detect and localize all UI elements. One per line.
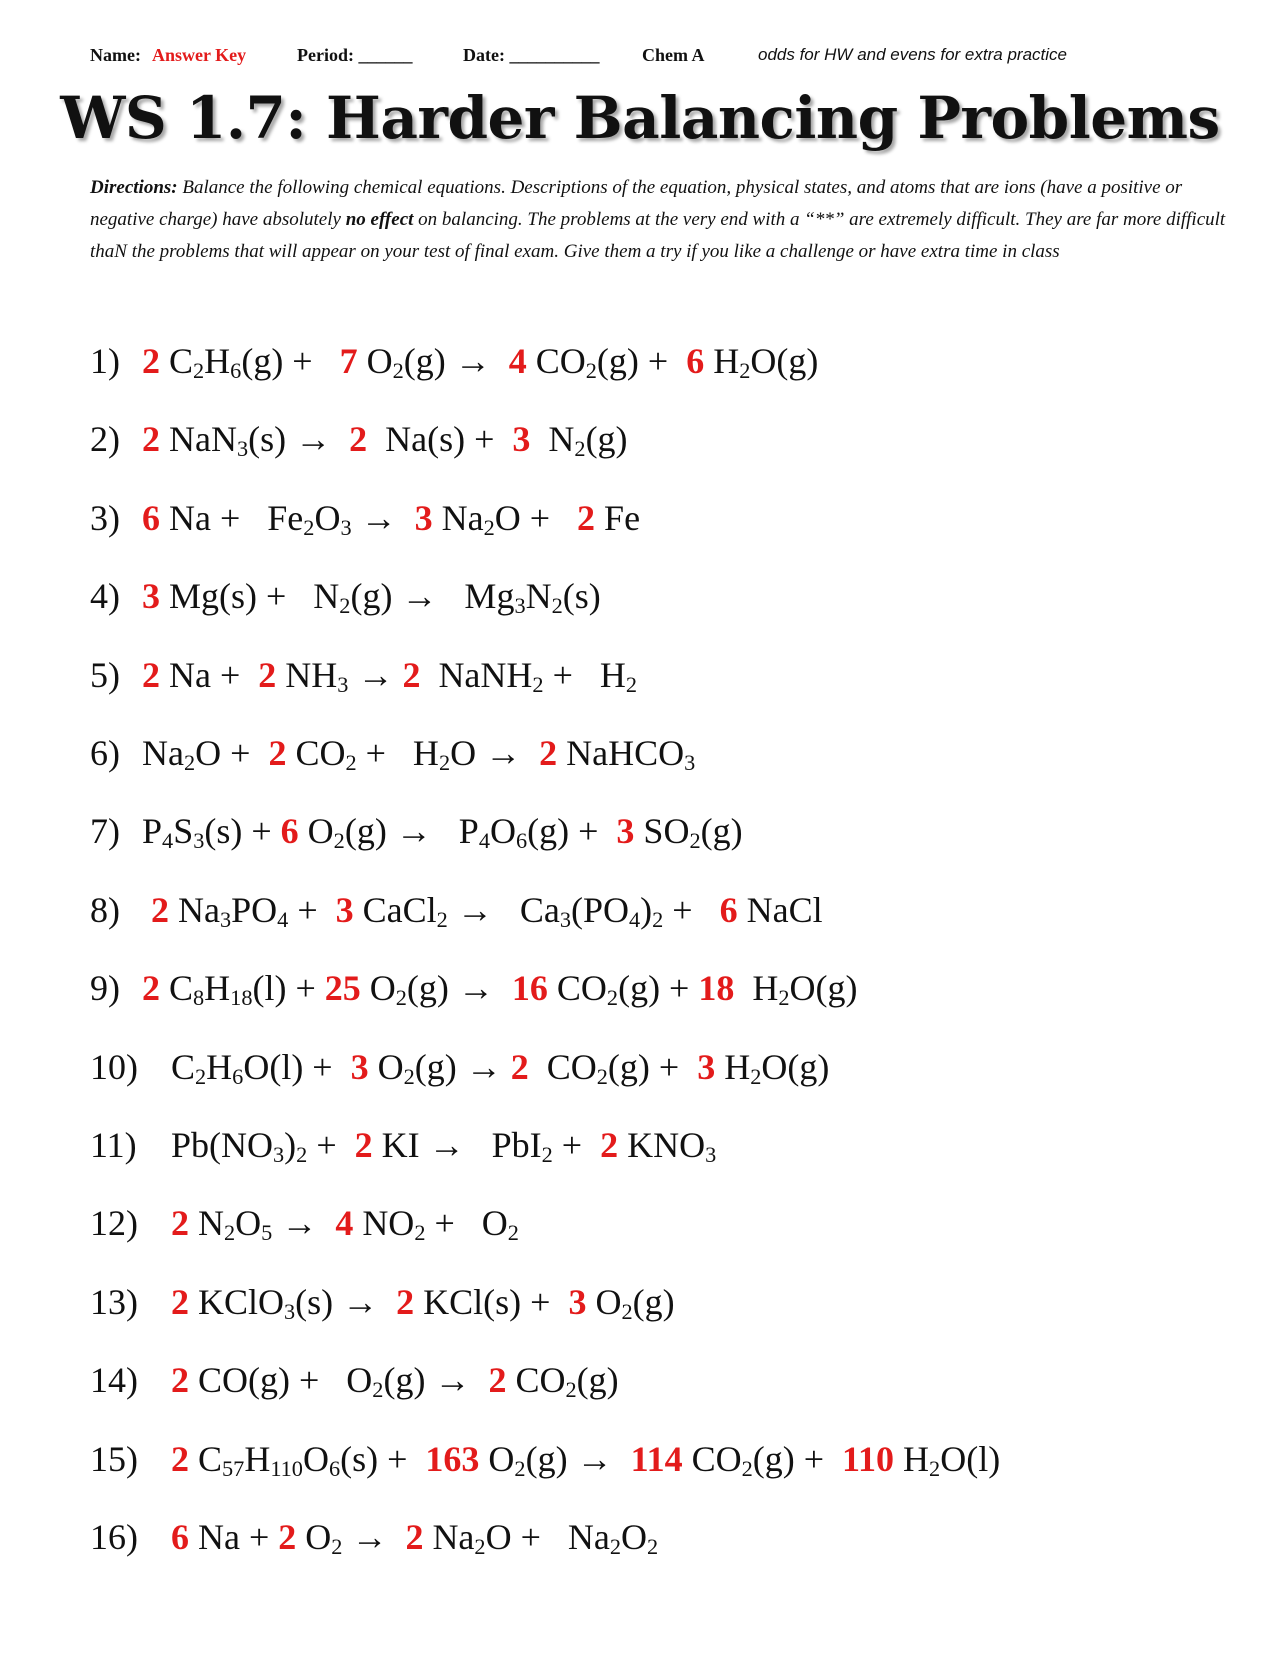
problem-number: 4) xyxy=(90,576,120,616)
subscript: 2 xyxy=(689,827,701,853)
subscript: 2 xyxy=(195,1063,207,1089)
formula-text: O xyxy=(489,811,516,851)
formula-text: H xyxy=(704,341,740,381)
problem-number: 1) xyxy=(90,341,120,381)
problem-2 xyxy=(90,414,628,464)
subscript: 3 xyxy=(219,906,232,932)
formula-text: (g) → xyxy=(414,1047,511,1087)
subscript: 2 xyxy=(621,1298,633,1324)
balanced-equation xyxy=(142,806,743,856)
subscript: 2 xyxy=(778,984,790,1010)
subscript: 2 xyxy=(507,1219,519,1245)
subscript: 2 xyxy=(438,749,451,775)
formula-text: ) xyxy=(640,890,653,930)
coefficient: 2 xyxy=(258,655,277,695)
formula-text: (PO xyxy=(570,890,629,930)
formula-text: (s) + xyxy=(340,1439,426,1479)
coefficient: 2 xyxy=(171,1282,189,1322)
formula-text: → xyxy=(342,1517,406,1557)
subscript: 3 xyxy=(236,435,249,461)
balanced-equation xyxy=(142,728,695,778)
problem-8 xyxy=(90,885,823,935)
formula-text: (g) + xyxy=(752,1439,843,1479)
formula-text: + H xyxy=(543,655,626,695)
formula-text: CO xyxy=(526,341,586,381)
subscript: 2 xyxy=(474,1533,486,1559)
coefficient: 4 xyxy=(335,1203,354,1243)
subscript: 2 xyxy=(750,1063,762,1089)
formula-text: (g) → xyxy=(525,1439,631,1479)
formula-text: (g) → xyxy=(383,1360,489,1400)
coefficient: 2 xyxy=(349,419,368,459)
problem-number: 13) xyxy=(90,1282,138,1322)
formula-text xyxy=(162,1517,171,1557)
formula-text: O + xyxy=(195,733,269,773)
formula-text: (g) + xyxy=(607,1047,698,1087)
coefficient: 3 xyxy=(512,419,531,459)
subscript: 2 xyxy=(609,1533,622,1559)
formula-text: O xyxy=(296,1517,332,1557)
coefficient: 3 xyxy=(616,811,635,851)
problem-number: 12) xyxy=(90,1203,138,1243)
problem-number: 15) xyxy=(90,1439,138,1479)
subscript: 2 xyxy=(303,514,315,540)
problem-11 xyxy=(90,1120,716,1170)
formula-text: CO xyxy=(547,968,607,1008)
coefficient: 2 xyxy=(151,890,169,930)
coefficient: 3 xyxy=(350,1047,369,1087)
problem-7 xyxy=(90,806,743,856)
subscript: 2 xyxy=(403,1063,415,1089)
directions-emphasis: no effect xyxy=(345,209,414,230)
formula-text: CO xyxy=(528,1047,597,1087)
formula-text xyxy=(162,1439,171,1479)
coefficient: 4 xyxy=(508,341,527,381)
formula-text: (s) + xyxy=(204,811,281,851)
subscript: 2 xyxy=(395,984,407,1010)
subscript: 3 xyxy=(273,1141,285,1167)
formula-text: H xyxy=(204,341,231,381)
formula-text: (g) xyxy=(632,1282,675,1322)
formula-text: KNO xyxy=(618,1125,706,1165)
formula-text: + H xyxy=(356,733,439,773)
subscript: 2 xyxy=(345,749,357,775)
formula-text: O xyxy=(314,498,341,538)
subscript: 2 xyxy=(436,906,448,932)
problem-number: 11) xyxy=(90,1125,137,1165)
subscript: 2 xyxy=(339,592,351,618)
subscript: 5 xyxy=(261,1219,273,1245)
coefficient: 6 xyxy=(280,811,299,851)
subscript: 2 xyxy=(514,1455,526,1481)
formula-text: Na xyxy=(169,890,220,930)
formula-text: (l) + xyxy=(252,968,325,1008)
problem-6 xyxy=(90,728,695,778)
subscript: 2 xyxy=(565,1376,577,1402)
formula-text: C xyxy=(189,1439,223,1479)
formula-text xyxy=(162,1203,171,1243)
formula-text: NO xyxy=(353,1203,415,1243)
coefficient: 2 xyxy=(171,1203,189,1243)
formula-text: CO xyxy=(286,733,346,773)
coefficient: 3 xyxy=(697,1047,716,1087)
balanced-equation xyxy=(162,1042,829,1092)
formula-text: O xyxy=(298,811,334,851)
balanced-equation xyxy=(162,1355,619,1405)
formula-text: H xyxy=(244,1439,271,1479)
directions-label: Directions: xyxy=(90,177,178,198)
subscript: 3 xyxy=(684,749,696,775)
balanced-equation xyxy=(162,1120,716,1170)
subscript: 2 xyxy=(193,357,205,383)
formula-text xyxy=(162,1282,171,1322)
coefficient: 2 xyxy=(402,655,421,695)
problem-number: 16) xyxy=(90,1517,138,1557)
balanced-equation xyxy=(142,493,640,543)
formula-text: N xyxy=(189,1203,224,1243)
formula-text: (g) xyxy=(576,1360,619,1400)
subscript: 2 xyxy=(331,1533,343,1559)
formula-text: H xyxy=(715,1047,751,1087)
problem-number: 10) xyxy=(90,1047,138,1087)
coefficient: 25 xyxy=(324,968,361,1008)
subscript: 6 xyxy=(230,357,242,383)
formula-text: O xyxy=(302,1439,329,1479)
directions-text-2: on balancing. The problems at the very end with a “**” are extremely difficult. They are far more difficult thaN the problems that will appear on your test of final exam. Give them a try if you like a challenge or have extra time in class xyxy=(90,209,1226,262)
subscript: 2 xyxy=(296,1141,308,1167)
subscript: 8 xyxy=(193,984,205,1010)
formula-text: O xyxy=(479,1439,515,1479)
worksheet-title: WS 1.7: Harder Balancing Problems xyxy=(60,84,1220,152)
subscript: 3 xyxy=(705,1141,717,1167)
formula-text xyxy=(142,890,151,930)
subscript: 6 xyxy=(515,827,528,853)
formula-text: O(g) xyxy=(789,968,858,1008)
formula-text: KClO xyxy=(189,1282,285,1322)
formula-text: NaNH xyxy=(420,655,533,695)
formula-text: (g) xyxy=(700,811,743,851)
subscript: 2 xyxy=(739,357,751,383)
formula-text: Na xyxy=(142,733,184,773)
coefficient: 2 xyxy=(278,1517,297,1557)
subscript: 2 xyxy=(585,357,597,383)
formula-text: O → xyxy=(450,733,540,773)
header-row xyxy=(90,45,1230,75)
problem-13 xyxy=(90,1277,675,1327)
subscript: 3 xyxy=(193,827,205,853)
formula-text: Mg(s) + N xyxy=(160,576,340,616)
coefficient: 3 xyxy=(335,890,354,930)
formula-text: → Ca xyxy=(447,890,560,930)
formula-text: N xyxy=(530,419,575,459)
formula-text: + O xyxy=(425,1203,508,1243)
coefficient: 18 xyxy=(698,968,735,1008)
coefficient: 2 xyxy=(577,498,596,538)
assignment-note: odds for HW and evens for extra practice xyxy=(758,45,1067,64)
subscript: 3 xyxy=(337,671,349,697)
subscript: 4 xyxy=(478,827,490,853)
formula-text: O(g) xyxy=(761,1047,830,1087)
problem-number: 8) xyxy=(90,890,120,930)
formula-text: CO xyxy=(682,1439,742,1479)
formula-text: → xyxy=(351,498,415,538)
subscript: 18 xyxy=(230,984,253,1010)
directions-paragraph xyxy=(90,172,1230,268)
formula-text: C xyxy=(162,1047,196,1087)
formula-text: NaHCO xyxy=(557,733,685,773)
problem-number: 3) xyxy=(90,498,120,538)
problem-5 xyxy=(90,650,637,700)
coefficient: 6 xyxy=(686,341,705,381)
coefficient: 2 xyxy=(488,1360,507,1400)
balanced-equation xyxy=(142,885,823,935)
balanced-equation xyxy=(162,1512,658,1562)
subscript: 3 xyxy=(514,592,526,618)
formula-text: CaCl xyxy=(353,890,437,930)
formula-text: S xyxy=(173,811,194,851)
formula-text: → xyxy=(348,655,403,695)
formula-text: O(g) xyxy=(750,341,819,381)
subscript: 4 xyxy=(277,906,289,932)
formula-text: O xyxy=(368,1047,404,1087)
formula-text: KI → PbI xyxy=(372,1125,542,1165)
subscript: 2 xyxy=(929,1455,941,1481)
subscript: 2 xyxy=(551,592,563,618)
balanced-equation xyxy=(142,414,628,464)
formula-text: (g) + xyxy=(596,341,687,381)
coefficient: 2 xyxy=(539,733,558,773)
formula-text: (g) + xyxy=(241,341,340,381)
subscript: 2 xyxy=(414,1219,426,1245)
subscript: 2 xyxy=(647,1533,659,1559)
coefficient: 6 xyxy=(142,498,160,538)
subscript: 6 xyxy=(232,1063,244,1089)
formula-text xyxy=(162,1360,171,1400)
balanced-equation xyxy=(162,1277,675,1327)
formula-text: Na(s) + xyxy=(367,419,513,459)
formula-text: (g) → xyxy=(403,341,509,381)
coefficient: 6 xyxy=(171,1517,189,1557)
formula-text: + xyxy=(307,1125,355,1165)
coefficient: 2 xyxy=(171,1439,189,1479)
formula-text: N xyxy=(525,576,552,616)
balanced-equation xyxy=(142,650,637,700)
coefficient: 2 xyxy=(142,968,160,1008)
coefficient: 16 xyxy=(511,968,548,1008)
formula-text: (s) → xyxy=(248,419,350,459)
formula-text: CO xyxy=(506,1360,566,1400)
balanced-equation xyxy=(142,963,858,1013)
formula-text: O xyxy=(360,968,396,1008)
period-label: Period: ______ xyxy=(297,45,413,65)
formula-text: (s) xyxy=(562,576,601,616)
problem-number: 9) xyxy=(90,968,120,1008)
coefficient: 3 xyxy=(142,576,160,616)
formula-text: + xyxy=(552,1125,601,1165)
formula-text: O xyxy=(621,1517,648,1557)
formula-text: O + xyxy=(494,498,578,538)
subscript: 6 xyxy=(328,1455,341,1481)
coefficient: 110 xyxy=(842,1439,895,1479)
subscript: 2 xyxy=(574,435,586,461)
formula-text: SO xyxy=(634,811,690,851)
coefficient: 2 xyxy=(510,1047,529,1087)
formula-text: Na xyxy=(423,1517,475,1557)
problem-number: 2) xyxy=(90,419,120,459)
formula-text: NaCl xyxy=(737,890,823,930)
formula-text: + xyxy=(663,890,720,930)
formula-text: O(l) + xyxy=(243,1047,351,1087)
problem-15 xyxy=(90,1434,1000,1484)
formula-text: (g) xyxy=(585,419,628,459)
formula-text: Pb(NO xyxy=(162,1125,274,1165)
coefficient: 114 xyxy=(630,1439,683,1479)
subscript: 2 xyxy=(625,671,638,697)
problem-16 xyxy=(90,1512,658,1562)
formula-text: (g) → P xyxy=(344,811,479,851)
subscript: 110 xyxy=(270,1455,303,1481)
formula-text: Fe xyxy=(595,498,641,538)
problem-number: 5) xyxy=(90,655,120,695)
formula-text: O + Na xyxy=(485,1517,610,1557)
subscript: 2 xyxy=(372,1376,384,1402)
problem-3 xyxy=(90,493,640,543)
coefficient: 7 xyxy=(339,341,358,381)
subscript: 4 xyxy=(628,906,641,932)
subscript: 4 xyxy=(162,827,174,853)
formula-text: ) xyxy=(284,1125,297,1165)
formula-text: Na + xyxy=(189,1517,279,1557)
formula-text: H xyxy=(894,1439,930,1479)
formula-text: H xyxy=(734,968,779,1008)
coefficient: 6 xyxy=(719,890,738,930)
name-value: Answer Key xyxy=(152,45,247,65)
coefficient: 2 xyxy=(142,655,160,695)
formula-text: (g) + xyxy=(527,811,617,851)
coefficient: 2 xyxy=(396,1282,415,1322)
problem-4 xyxy=(90,571,601,621)
formula-text: CO(g) + O xyxy=(189,1360,373,1400)
subscript: 2 xyxy=(532,671,544,697)
problem-number: 14) xyxy=(90,1360,138,1400)
date-label: Date: __________ xyxy=(463,45,600,65)
coefficient: 2 xyxy=(171,1360,189,1400)
subscript: 2 xyxy=(483,514,495,540)
formula-text: (g) → Mg xyxy=(350,576,515,616)
formula-text: O xyxy=(586,1282,622,1322)
subscript: 2 xyxy=(741,1455,753,1481)
subscript: 2 xyxy=(224,1219,236,1245)
subscript: 2 xyxy=(652,906,664,932)
formula-text: NH xyxy=(276,655,338,695)
coefficient: 2 xyxy=(268,733,287,773)
coefficient: 2 xyxy=(142,419,160,459)
coefficient: 2 xyxy=(405,1517,424,1557)
balanced-equation xyxy=(142,336,818,386)
coefficient: 3 xyxy=(414,498,433,538)
formula-text: H xyxy=(204,968,231,1008)
problem-10 xyxy=(90,1042,829,1092)
subscript: 57 xyxy=(222,1455,245,1481)
directions-text-1: Balance the following chemical equations. Descriptions of the equation, physical states, and atoms that are ions (have a positive or negative charge) have absolutely xyxy=(90,177,1183,230)
subscript: 2 xyxy=(183,749,196,775)
problem-1 xyxy=(90,336,818,386)
coefficient: 2 xyxy=(142,341,160,381)
formula-text: Na + Fe xyxy=(160,498,304,538)
formula-text: O xyxy=(235,1203,262,1243)
problem-9 xyxy=(90,963,858,1013)
coefficient: 2 xyxy=(354,1125,373,1165)
formula-text: O xyxy=(357,341,393,381)
problem-number: 7) xyxy=(90,811,120,851)
formula-text: Na + xyxy=(160,655,259,695)
name-label: Name: xyxy=(90,45,141,65)
problem-12 xyxy=(90,1198,519,1248)
coefficient: 3 xyxy=(568,1282,587,1322)
formula-text: + xyxy=(288,890,336,930)
formula-text: C xyxy=(160,968,194,1008)
formula-text: (g) + xyxy=(618,968,699,1008)
subscript: 3 xyxy=(559,906,571,932)
problem-14 xyxy=(90,1355,619,1405)
formula-text: (s) → xyxy=(295,1282,397,1322)
formula-text: (g) → xyxy=(406,968,512,1008)
formula-text: PO xyxy=(231,890,278,930)
formula-text: KCl(s) + xyxy=(414,1282,569,1322)
subscript: 3 xyxy=(284,1298,296,1324)
formula-text: Na xyxy=(432,498,484,538)
formula-text: → xyxy=(272,1203,336,1243)
formula-text: C xyxy=(160,341,194,381)
balanced-equation xyxy=(162,1434,1000,1484)
balanced-equation xyxy=(142,571,601,621)
formula-text: P xyxy=(142,811,163,851)
coefficient: 163 xyxy=(425,1439,480,1479)
formula-text: O(l) xyxy=(940,1439,1001,1479)
subscript: 2 xyxy=(541,1141,553,1167)
problem-number: 6) xyxy=(90,733,120,773)
coefficient: 2 xyxy=(600,1125,619,1165)
balanced-equation xyxy=(162,1198,519,1248)
subscript: 2 xyxy=(596,1063,608,1089)
formula-text: H xyxy=(206,1047,233,1087)
class-label: Chem A xyxy=(642,45,705,65)
formula-text: NaN xyxy=(160,419,237,459)
subscript: 3 xyxy=(340,514,352,540)
subscript: 2 xyxy=(606,984,619,1010)
subscript: 2 xyxy=(333,827,345,853)
subscript: 2 xyxy=(392,357,404,383)
